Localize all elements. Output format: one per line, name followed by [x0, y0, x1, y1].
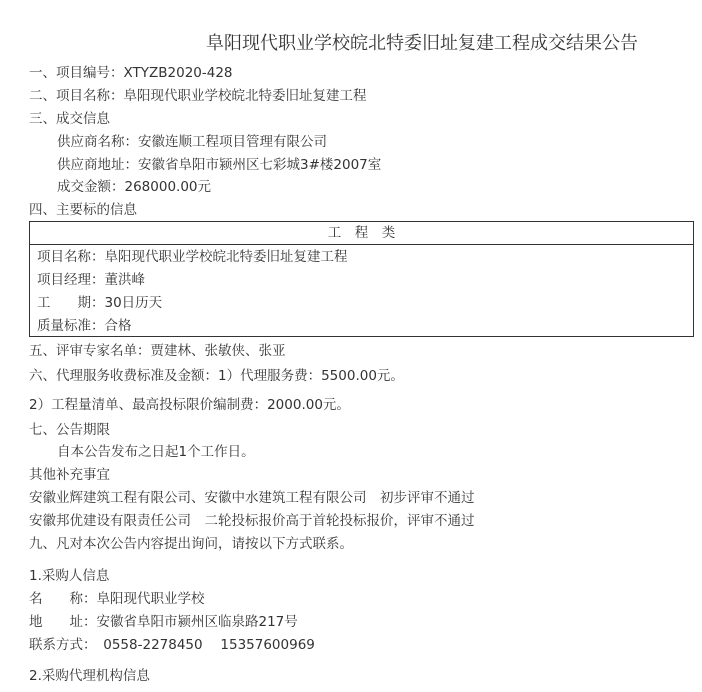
- main-subject-heading: 四、主要标的信息: [29, 202, 137, 218]
- purchaser-name: 名 称：阜阳现代职业学校: [29, 591, 205, 607]
- supplier-address: 供应商地址：安徽省阜阳市颍州区七彩城3#楼2007室: [57, 157, 382, 173]
- table-row: 质量标准：合格: [37, 318, 132, 334]
- other-matters-line: 安徽业辉建筑工程有限公司、安徽中水建筑工程有限公司 初步评审不通过: [29, 490, 475, 506]
- agency-heading: 2.采购代理机构信息: [29, 668, 150, 684]
- subject-info-table: [29, 221, 694, 337]
- table-row: 工 期：30日历天: [37, 295, 163, 311]
- purchaser-contact: 联系方式： 0558-2278450 15357600969: [29, 637, 315, 653]
- project-number: 一、项目编号：XTYZB2020-428: [29, 65, 233, 81]
- bill-fee: 2）工程量清单、最高投标限价编制费：2000.00元。: [29, 397, 350, 413]
- notice-title: 阜阳现代职业学校皖北特委旧址复建工程成交结果公告: [206, 33, 638, 54]
- table-row: 项目名称：阜阳现代职业学校皖北特委旧址复建工程: [37, 249, 348, 265]
- other-matters-heading: 其他补充事宜: [29, 467, 110, 483]
- inquiry-heading: 九、凡对本次公告内容提出询问，请按以下方式联系。: [29, 536, 353, 552]
- notice-period-heading: 七、公告期限: [29, 422, 110, 438]
- supplier-name: 供应商名称：安徽连顺工程项目管理有限公司: [57, 134, 327, 150]
- other-matters-line: 安徽邦优建设有限责任公司 二轮投标报价高于首轮投标报价，评审不通过: [29, 513, 475, 529]
- table-row: 项目经理：董洪峰: [37, 272, 145, 288]
- deal-info-heading: 三、成交信息: [29, 111, 110, 127]
- table-header: 工 程 类: [30, 222, 693, 245]
- purchaser-address: 地 址：安徽省阜阳市颍州区临泉路217号: [29, 614, 298, 630]
- purchaser-heading: 1.采购人信息: [29, 568, 110, 584]
- expert-list: 五、评审专家名单：贾建林、张敏侠、张亚: [29, 343, 286, 359]
- project-name: 二、项目名称：阜阳现代职业学校皖北特委旧址复建工程: [29, 88, 367, 104]
- deal-amount: 成交金额：268000.00元: [57, 179, 212, 195]
- agency-fee: 六、代理服务收费标准及金额：1）代理服务费：5500.00元。: [29, 368, 404, 384]
- notice-period-text: 自本公告发布之日起1个工作日。: [57, 444, 255, 460]
